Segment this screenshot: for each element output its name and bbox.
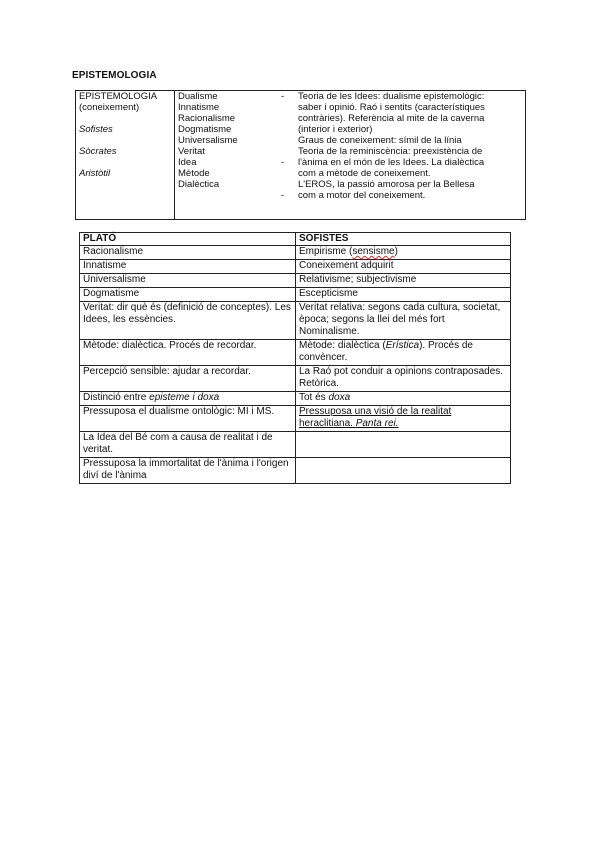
page-title: EPISTEMOLOGIA: [72, 70, 157, 81]
cell-left: La Idea del Bé com a causa de realitat i de veritat.: [80, 432, 296, 458]
cell-right: [296, 392, 511, 406]
cell-text: Nominalisme.: [299, 326, 360, 337]
dash-mark: -: [281, 91, 285, 102]
cell-right: [296, 302, 511, 340]
cell-left: Pressuposa la immortalitat de l'ànima i l'origen diví de l'ànima: [80, 458, 296, 484]
table-row: [80, 246, 511, 260]
cell-text: (interior i exterior): [298, 124, 373, 135]
cell-text: Pressuposa una visió de la realitat heraclitiana.: [299, 406, 452, 429]
cell-right: La Raó pot conduir a opinions contraposades. Retòrica.: [296, 366, 511, 392]
epistemology-summary-table: [75, 90, 526, 220]
cell-text: Dogmatisme: [178, 124, 232, 135]
column-divider: [174, 91, 175, 219]
header-plato: PLATÓ: [80, 233, 296, 246]
cell-text: [79, 157, 173, 168]
cell-text: l'ànima en el món de les Idees. La dialèctica: [298, 157, 485, 168]
cell-right: Coneixement adquirit: [296, 260, 511, 274]
cell-left: Veritat: dir què és (definició de conceptes). Les Idees, les essències.: [80, 302, 296, 340]
cell-text: com a mètode de coneixement.: [298, 168, 431, 179]
cell-text: Teoria de les Idees: dualisme epistemològic:: [298, 91, 485, 102]
cell-text: [79, 113, 173, 124]
cell-left: Percepció sensible: ajudar a recordar.: [80, 366, 296, 392]
cell-text: Veritat: [178, 146, 205, 157]
cell-right: [296, 340, 511, 366]
cell-text: (coneixement): [79, 102, 140, 113]
cell-text: Universalisme: [178, 135, 238, 146]
descriptions-column: [298, 91, 523, 201]
header-sophists: SOFISTES: [296, 233, 511, 246]
authors-column: [79, 91, 173, 179]
table-header-row: [80, 233, 511, 246]
cell-text: Sòcrates: [79, 146, 117, 157]
cell-left: [80, 392, 296, 406]
table-row: [80, 458, 511, 484]
dash-mark: -: [281, 190, 285, 201]
cell-text: Idea: [178, 157, 197, 168]
table-row: [80, 274, 511, 288]
cell-right: [296, 432, 511, 458]
cell-text: Teoria de la reminiscència: preexistència de: [298, 146, 483, 157]
cell-text: Innatisme: [178, 102, 220, 113]
cell-text: Tot és: [299, 392, 329, 403]
cell-right: [296, 406, 511, 432]
cell-left: Innatisme: [80, 260, 296, 274]
cell-text: Veritat relativa: segons cada cultura, societat, època; segons la llei del més fort: [299, 302, 501, 325]
cell-text: Dualisme: [178, 91, 218, 102]
table-row: [80, 340, 511, 366]
cell-text: contràries). Referència al mite de la caverna: [298, 113, 485, 124]
cell-text: Mètode: [178, 168, 210, 179]
cell-text: Distinció entre: [83, 392, 150, 403]
cell-text: Sofistes: [79, 124, 113, 135]
table-row: [80, 392, 511, 406]
cell-text-italic: Erística: [385, 340, 420, 351]
cell-text: saber i opinió. Raó i sentits (característiques: [298, 102, 485, 113]
cell-text: Racionalisme: [178, 113, 236, 124]
table-row: [80, 406, 511, 432]
cell-text: [79, 135, 173, 146]
cell-text-italic: Panta rei.: [355, 418, 399, 429]
table-row: [80, 366, 511, 392]
cell-left: Dogmatisme: [80, 288, 296, 302]
cell-right: [296, 246, 511, 260]
cell-text: ). Procés de convèncer.: [299, 340, 473, 363]
table-row: [80, 288, 511, 302]
cell-left: Racionalisme: [80, 246, 296, 260]
cell-text-italic: doxa: [328, 392, 351, 403]
cell-text: L'EROS, la passió amorosa per la Bellesa: [298, 179, 475, 190]
cell-right: Escepticisme: [296, 288, 511, 302]
cell-left: Pressuposa el dualisme ontològic: MI i MS.: [80, 406, 296, 432]
cell-text: Graus de coneixement: símil de la línia: [298, 135, 462, 146]
cell-text: com a motor del coneixement.: [298, 190, 426, 201]
cell-text: Empirisme (sensisme): [299, 246, 398, 257]
cell-left: Universalisme: [80, 274, 296, 288]
cell-text-italic: episteme i doxa: [149, 392, 220, 403]
concepts-column: [178, 91, 286, 190]
cell-text: Mètode: dialèctica (: [299, 340, 386, 351]
table-row: [80, 260, 511, 274]
table-row: [80, 432, 511, 458]
cell-right: [296, 458, 511, 484]
plato-vs-sophists-table: [79, 232, 511, 484]
table-row: [80, 302, 511, 340]
dash-mark: -: [281, 157, 285, 168]
cell-right: Relativisme; subjectivisme: [296, 274, 511, 288]
cell-text: Aristòtil: [79, 168, 111, 179]
cell-text: Dialèctica: [178, 179, 220, 190]
cell-text: EPISTEMOLOGIA: [79, 91, 158, 102]
cell-left: Mètode: dialèctica. Procés de recordar.: [80, 340, 296, 366]
